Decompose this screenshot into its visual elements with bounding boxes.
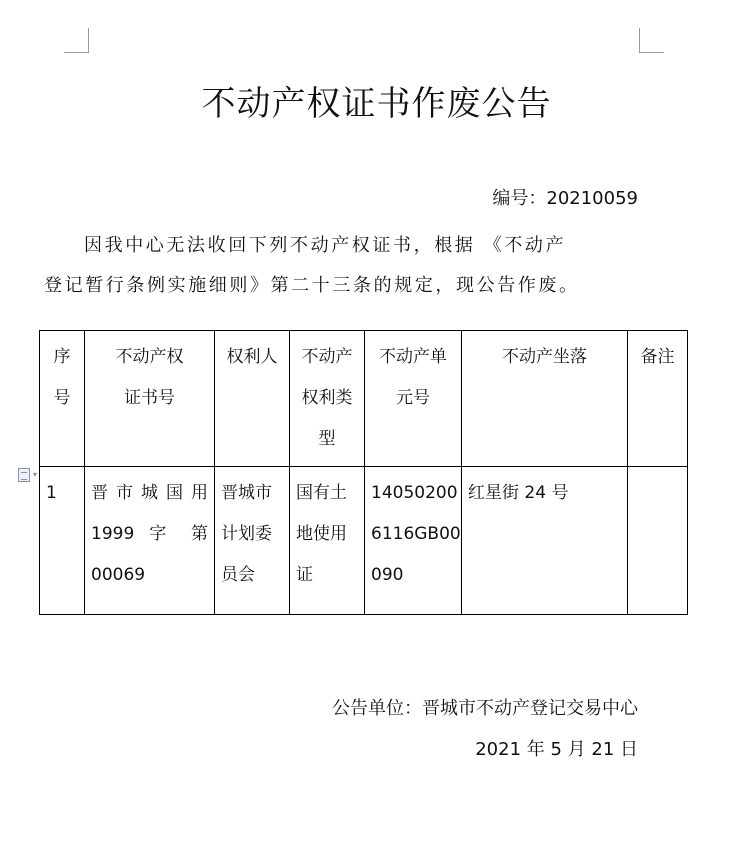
- cell-unit-number: 14050200 6116GB00 090: [365, 467, 462, 615]
- cell-location: 红星街 24 号: [462, 467, 628, 615]
- paragraph-line-1: [44, 226, 644, 266]
- announcement-paragraph: [44, 226, 644, 306]
- announcement-number: 编号：20210059: [492, 188, 638, 209]
- certificate-table: [39, 330, 688, 615]
- header-unit-number: 不动产单 元号: [365, 331, 462, 467]
- cell-certificate-number: 晋市城国用 1999 字 第 00069: [85, 467, 215, 615]
- cell-right-type: 国有土 地使用 证: [290, 467, 365, 615]
- header-right-type: 不动产 权利类 型: [290, 331, 365, 467]
- table-row: [40, 467, 688, 615]
- cell-seq: 1: [40, 467, 85, 615]
- table-header-row: [40, 331, 688, 467]
- header-location: 不动产坐落: [462, 331, 628, 467]
- date-line: 2021 年 5 月 21 日: [475, 739, 638, 760]
- header-note: 备注: [628, 331, 688, 467]
- paragraph-line-1-text: 因我中心无法收回下列不动产权证书，根据 《不动产: [84, 235, 567, 256]
- header-certificate-number: 不动产权 证书号: [85, 331, 215, 467]
- cell-rights-holder: 晋城市 计划委 员会: [215, 467, 290, 615]
- header-seq: 序 号: [40, 331, 85, 467]
- paragraph-page-icon[interactable]: [18, 468, 30, 482]
- page-corner-mark-top-left: [64, 28, 89, 53]
- paragraph-line-2: 登记暂行条例实施细则》第二十三条的规定，现公告作废。: [44, 275, 580, 296]
- header-rights-holder: 权利人: [215, 331, 290, 467]
- document-title: 不动产权证书作废公告: [201, 84, 552, 124]
- chevron-down-icon[interactable]: ▾: [33, 470, 38, 479]
- page-corner-mark-top-right: [639, 28, 664, 53]
- issuer-line: 公告单位：晋城市不动产登记交易中心: [332, 698, 638, 719]
- cell-note: [628, 467, 688, 615]
